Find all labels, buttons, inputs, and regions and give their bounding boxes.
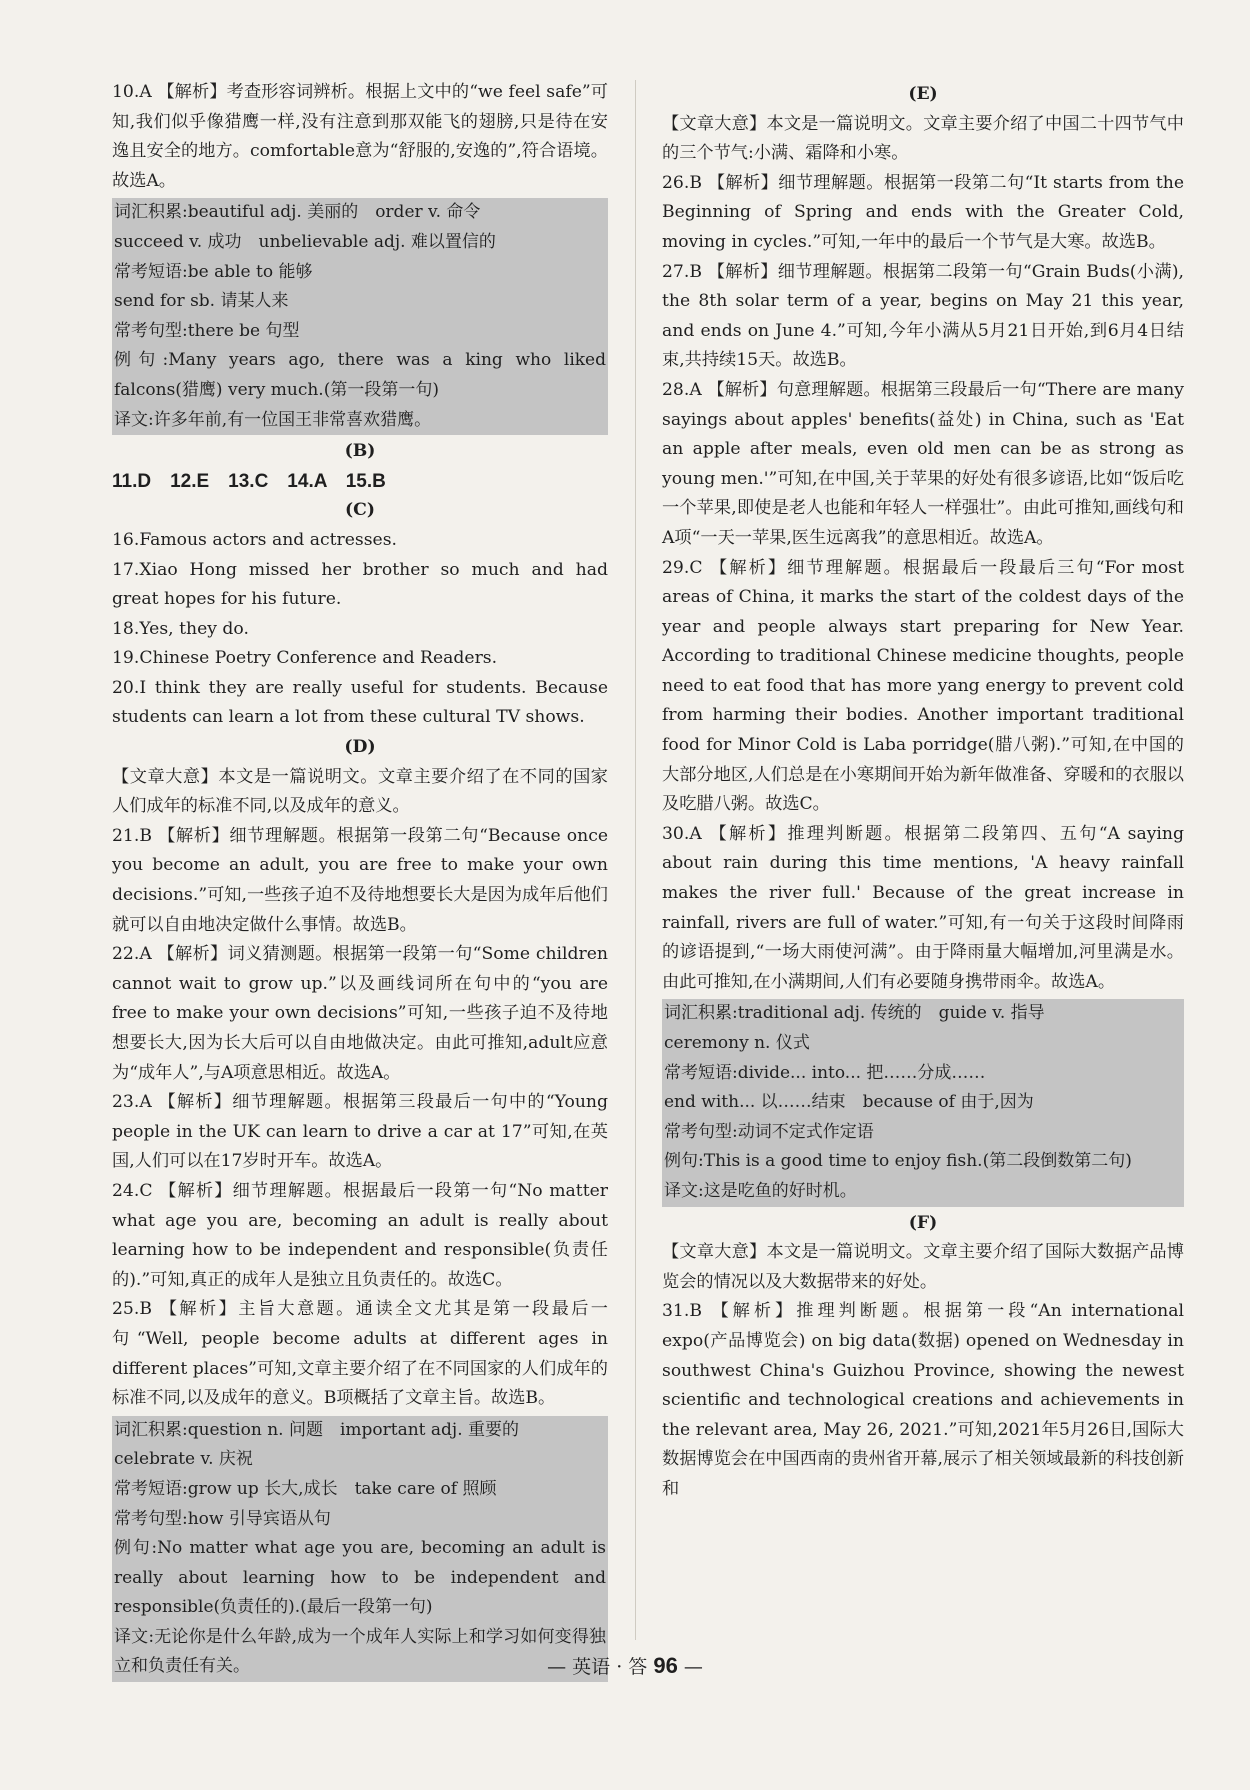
answer-22: 22.A 【解析】词义猜测题。根据第一段第一句“Some children cannot wait to grow up.”以及画线词所在句中的“you are free to make your own decisions”可知,一些孩子迫不及待地想要长大,因为长大后可以自由地做决定。由此可推知,adult应意为“成年人”,与A项意思相近。故选A。 xyxy=(112,944,608,1083)
answer-26: 26.B 【解析】细节理解题。根据第一段第二句“It starts from the Beginning of Spring and ends with the Greater Cold, moving in cycles.”可知,一年中的最后一个节气是大寒。故选B。 xyxy=(662,172,1184,252)
box-line: 常考短语:grow up 长大,成长 take care of 照顾 xyxy=(114,1478,497,1499)
box-line: ceremony n. 仪式 xyxy=(664,1033,810,1053)
column-divider xyxy=(635,80,636,1640)
summary-e: 【文章大意】本文是一篇说明文。文章主要介绍了中国二十四节气中的三个节气:小满、霜降和小寒。 xyxy=(662,113,1184,164)
box-line: 例句:No matter what age you are, becoming an adult is really about learning how to be independent and responsible(负责任的).(最后一段第一句) xyxy=(114,1538,606,1618)
page-footer xyxy=(0,1652,1250,1679)
section-c-heading: (C) xyxy=(345,500,375,521)
box-line: celebrate v. 庆祝 xyxy=(114,1449,253,1470)
footer-suffix: — xyxy=(683,1656,703,1678)
box-line: 常考短语:divide... into... 把……分成…… xyxy=(664,1062,986,1083)
answer-24: 24.C 【解析】细节理解题。根据最后一段第一句“No matter what age you are, becoming an adult is really about learning how to be independent and responsible(负责任的).”可知,真正的成年人是独立且负责任的。故选C。 xyxy=(112,1180,608,1290)
section-b-heading: (B) xyxy=(344,441,376,462)
section-d-heading: (D) xyxy=(344,737,376,758)
footer-prefix: — 英语 · 答 xyxy=(547,1656,648,1678)
vocab-box-1 xyxy=(112,198,608,435)
answer-18: 18.Yes, they do. xyxy=(112,618,249,639)
answer-16: 16.Famous actors and actresses. xyxy=(112,529,398,550)
vocab-box-3 xyxy=(662,999,1184,1206)
answer-31: 31.B 【解析】推理判断题。根据第一段“An international expo(产品博览会) on big data(数据) opened on Wednesday in southwest China's Guizhou Province, showing the newest scientific and technological creations and achievements in the relevant area, May 26, 2021.”可知,2021年5月26日,国际大数据博览会在中国西南的贵州省开幕,展示了相关领域最新的科技创新和 xyxy=(662,1301,1184,1499)
summary-d: 【文章大意】本文是一篇说明文。文章主要介绍了在不同的国家人们成年的标准不同,以及成年的意义。 xyxy=(112,766,608,817)
answer-17: 17.Xiao Hong missed her brother so much and had great hopes for his future. xyxy=(112,559,608,610)
box-line: end with... 以……结束 because of 由于,因为 xyxy=(664,1092,1034,1113)
answers-b: 11.D 12.E 13.C 14.A 15.B xyxy=(112,470,386,492)
section-f-heading: (F) xyxy=(908,1212,938,1233)
vocab-box-2 xyxy=(112,1416,608,1682)
box-line: 例句:This is a good time to enjoy fish.(第二段倒数第二句) xyxy=(664,1151,1132,1172)
box-line: 常考句型:there be 句型 xyxy=(114,320,300,341)
left-column xyxy=(112,78,608,1684)
answer-30: 30.A 【解析】推理判断题。根据第二段第四、五句“A saying about rain during this time mentions, 'A heavy rainfall makes the river full.' Because of the great increase in rainfall, rivers are full of water.”可知,有一句关于这段时间降雨的谚语提到,“一场大雨使河满”。由于降雨量大幅增加,河里满是水。由此可推知,在小满期间,人们有必要随身携带雨伞。故选A。 xyxy=(662,823,1184,992)
answer-27: 27.B 【解析】细节理解题。根据第二段第一句“Grain Buds(小满), the 8th solar term of a year, begins on May 21 this year, and ends on June 4.”可知,今年小满从5月21日开始,到6月4日结束,共持续15天。故选B。 xyxy=(662,261,1184,371)
page-number: 96 xyxy=(653,1653,678,1678)
answer-10: 10.A 【解析】考查形容词辨析。根据上文中的“we feel safe”可知,我们似乎像猎鹰一样,没有注意到那双能飞的翅膀,只是待在安逸且安全的地方。comfortable意为“舒服的,安逸的”,符合语境。故选A。 xyxy=(112,82,608,191)
box-line: succeed v. 成功 unbelievable adj. 难以置信的 xyxy=(114,231,496,252)
answer-25: 25.B 【解析】主旨大意题。通读全文尤其是第一段最后一句“Well, people become adults at different ages in different places”可知,文章主要介绍了在不同国家的人们成年的标准不同,以及成年的意义。B项概括了文章主旨。故选B。 xyxy=(112,1299,608,1409)
right-column xyxy=(662,80,1184,1505)
box-line: 词汇积累:traditional adj. 传统的 guide v. 指导 xyxy=(664,1003,1045,1024)
answer-23: 23.A 【解析】细节理解题。根据第三段最后一句中的“Young people in the UK can learn to drive a car at 17”可知,在英国,人们可以在17岁时开车。故选A。 xyxy=(112,1092,608,1172)
answer-21: 21.B 【解析】细节理解题。根据第一段第二句“Because once you become an adult, you are free to make your own decisions.”可知,一些孩子迫不及待地想要长大是因为成年后他们就可以自由地决定做什么事情。故选B。 xyxy=(112,825,608,935)
answer-28: 28.A 【解析】句意理解题。根据第三段最后一句“There are many sayings about apples' benefits(益处) in China, such as 'Eat an apple after meals, even old men can be as strong as young men.'”可知,在中国,关于苹果的好处有很多谚语,比如“饭后吃一个苹果,即使是老人也能和年轻人一样强壮”。由此可推知,画线句和A项“一天一苹果,医生远离我”的意思相近。故选A。 xyxy=(662,379,1184,548)
box-line: 常考句型:how 引导宾语从句 xyxy=(114,1508,331,1529)
answer-20: 20.I think they are really useful for students. Because students can learn a lot from these cultural TV shows. xyxy=(112,677,608,728)
box-line: 译文:这是吃鱼的好时机。 xyxy=(664,1180,857,1201)
summary-f: 【文章大意】本文是一篇说明文。文章主要介绍了国际大数据产品博览会的情况以及大数据带来的好处。 xyxy=(662,1242,1184,1292)
box-line: 常考句型:动词不定式作定语 xyxy=(664,1121,874,1142)
box-line: 词汇积累:beautiful adj. 美丽的 order v. 命令 xyxy=(114,202,481,223)
answer-19: 19.Chinese Poetry Conference and Readers. xyxy=(112,648,498,669)
section-e-heading: (E) xyxy=(908,84,938,104)
box-line: 译文:许多年前,有一位国王非常喜欢猎鹰。 xyxy=(114,409,432,430)
box-line: 例句:Many years ago, there was a king who liked falcons(猎鹰) very much.(第一段第一句) xyxy=(114,350,606,400)
box-line: 常考短语:be able to 能够 xyxy=(114,261,313,282)
box-line: 译文:无论你是什么年龄,成为一个成年人实际上和学习如何变得独立和负责任有关。 xyxy=(114,1626,606,1677)
answer-29: 29.C 【解析】细节理解题。根据最后一段最后三句“For most areas of China, it marks the start of the coldest days of the year and people always start preparing for New Year. According to traditional Chinese medicine thoughts, people need to eat food that has more yang energy to prevent cold from harming their bodies. Another important traditional food for Minor Cold is Laba porridge(腊八粥).”可知,在中国的大部分地区,人们总是在小寒期间开始为新年做准备、穿暖和的衣服以及吃腊八粥。故选C。 xyxy=(662,557,1184,815)
box-line: send for sb. 请某人来 xyxy=(114,291,289,312)
box-line: 词汇积累:question n. 问题 important adj. 重要的 xyxy=(114,1419,520,1440)
